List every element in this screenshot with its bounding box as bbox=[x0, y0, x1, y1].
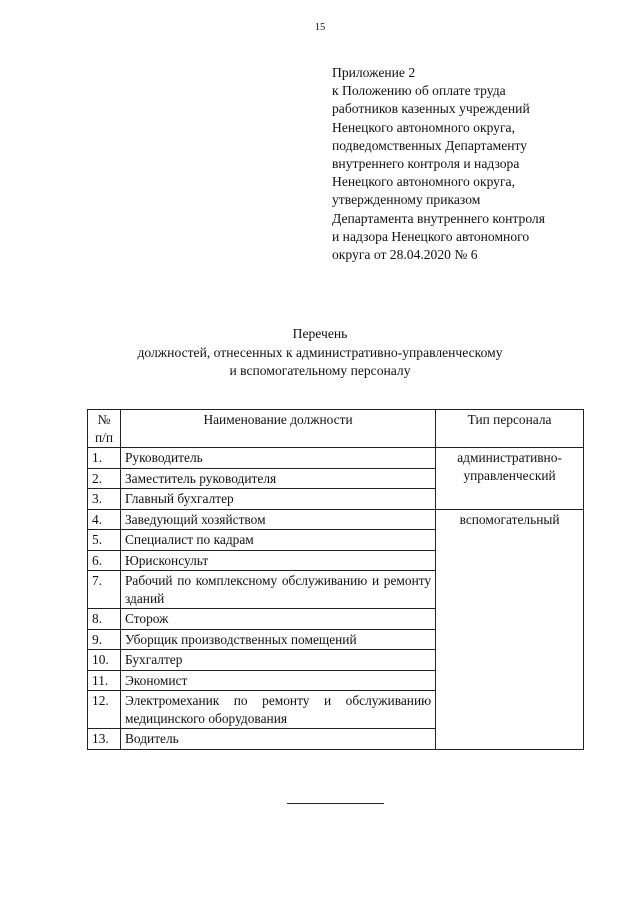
end-rule-divider bbox=[287, 803, 384, 804]
row-number: 7. bbox=[88, 571, 121, 609]
title-line: должностей, отнесенных к административно-управленческому bbox=[137, 344, 503, 360]
position-name: Электромеханик по ремонту и обслуживанию медицинского оборудования bbox=[120, 691, 435, 729]
position-name: Заведующий хозяйством bbox=[120, 509, 435, 530]
header-number bbox=[88, 410, 121, 448]
appendix-line: утвержденному приказом bbox=[332, 192, 481, 208]
document-title bbox=[0, 325, 640, 381]
row-number: 2. bbox=[88, 468, 121, 489]
page-number: 15 bbox=[314, 22, 326, 33]
position-name: Заместитель руководителя bbox=[120, 468, 435, 489]
position-name: Уборщик производственных помещений bbox=[120, 629, 435, 650]
row-number: 6. bbox=[88, 550, 121, 571]
position-name: Сторож bbox=[120, 609, 435, 630]
position-name: Экономист bbox=[120, 670, 435, 691]
row-number: 13. bbox=[88, 729, 121, 750]
position-name: Бухгалтер bbox=[120, 650, 435, 671]
row-number: 1. bbox=[88, 448, 121, 469]
appendix-line: подведомственных Департаменту bbox=[332, 137, 528, 153]
positions-table bbox=[87, 409, 584, 750]
header-position-name: Наименование должности bbox=[120, 410, 435, 448]
staff-type-group: административно-управленческий bbox=[436, 448, 584, 510]
table-row bbox=[88, 448, 584, 469]
row-number: 8. bbox=[88, 609, 121, 630]
row-number: 9. bbox=[88, 629, 121, 650]
title-line: Перечень bbox=[292, 326, 348, 341]
position-name: Специалист по кадрам bbox=[120, 530, 435, 551]
header-number-line2: п/п bbox=[94, 429, 114, 445]
appendix-line: округа от 28.04.2020 № 6 bbox=[332, 247, 478, 263]
appendix-line: Ненецкого автономного округа, bbox=[332, 174, 515, 190]
appendix-header bbox=[332, 64, 632, 264]
appendix-line: работников казенных учреждений bbox=[332, 101, 530, 117]
appendix-line: Ненецкого автономного округа, bbox=[332, 119, 515, 135]
appendix-line: и надзора Ненецкого автономного bbox=[332, 228, 530, 244]
position-name: Главный бухгалтер bbox=[120, 489, 435, 510]
appendix-line: Приложение 2 bbox=[332, 65, 416, 80]
title-line: и вспомогательному персоналу bbox=[229, 363, 411, 378]
position-name: Руководитель bbox=[120, 448, 435, 469]
appendix-line: Департамента внутреннего контроля bbox=[332, 210, 545, 226]
row-number: 10. bbox=[88, 650, 121, 671]
appendix-line: к Положению об оплате труда bbox=[332, 83, 506, 99]
appendix-line: внутреннего контроля и надзора bbox=[332, 156, 520, 172]
row-number: 11. bbox=[88, 670, 121, 691]
position-name: Водитель bbox=[120, 729, 435, 750]
row-number: 4. bbox=[88, 509, 121, 530]
header-number-line1: № bbox=[97, 412, 111, 427]
row-number: 3. bbox=[88, 489, 121, 510]
table-row bbox=[88, 509, 584, 530]
staff-type-group: вспомогательный bbox=[436, 509, 584, 749]
position-name: Рабочий по комплексному обслуживанию и ремонту зданий bbox=[120, 571, 435, 609]
header-staff-type: Тип персонала bbox=[436, 410, 584, 448]
table-header-row bbox=[88, 410, 584, 448]
row-number: 12. bbox=[88, 691, 121, 729]
row-number: 5. bbox=[88, 530, 121, 551]
position-name: Юрисконсульт bbox=[120, 550, 435, 571]
